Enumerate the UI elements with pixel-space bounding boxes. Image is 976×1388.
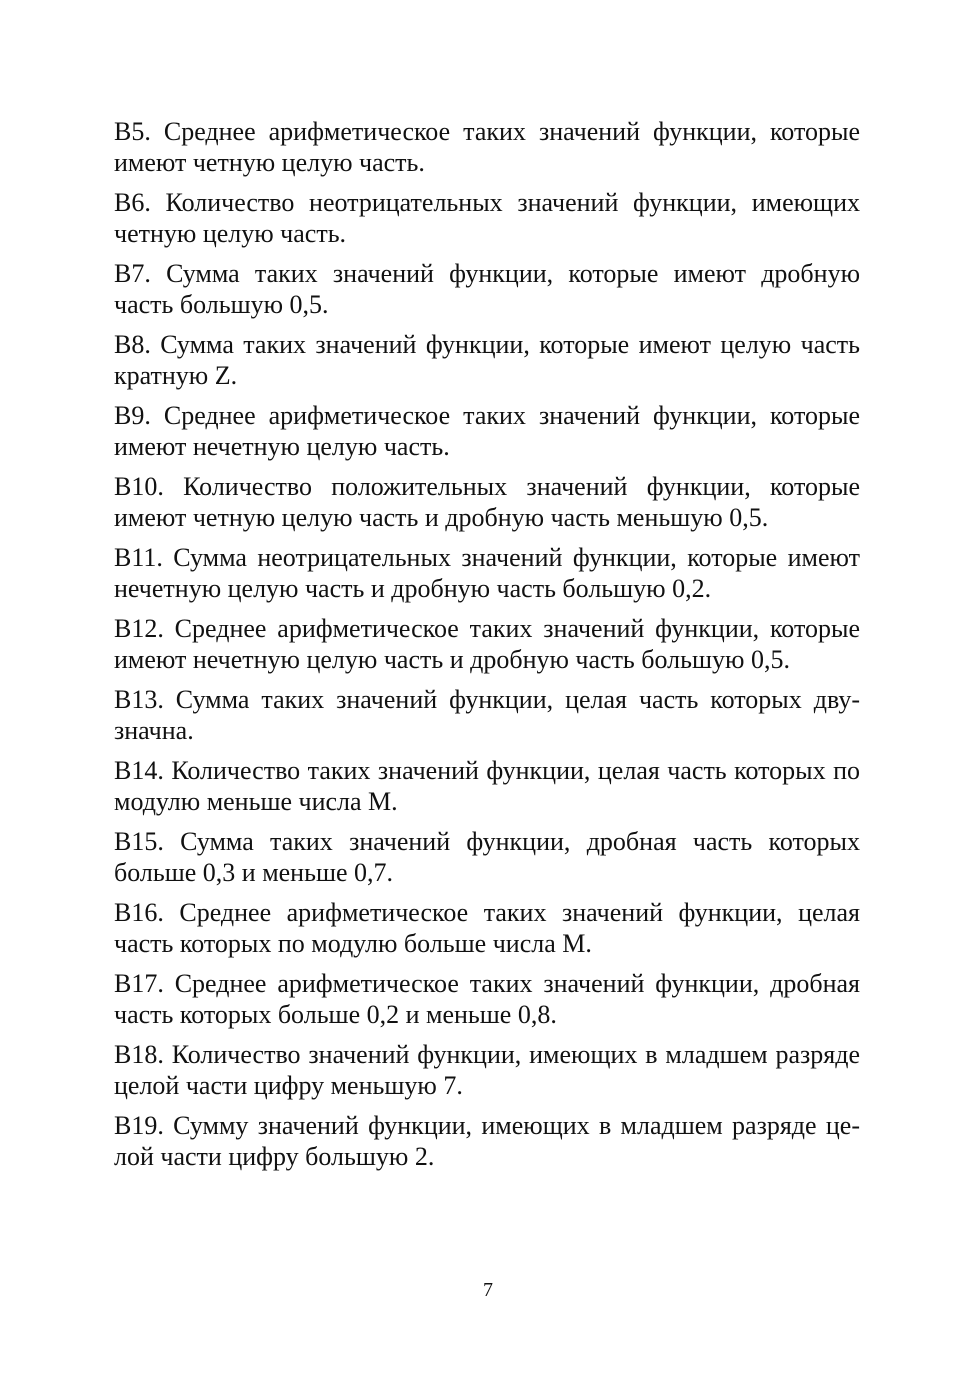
task-variant-b17: В17. Среднее арифметическое таких значений функции, дробная часть которых больше 0,2 и меньше 0,8. <box>114 969 860 1029</box>
task-variant-b6: В6. Количество неотрицательных значений функции, имеющих четную целую часть. <box>114 188 860 248</box>
task-variant-b13: В13. Сумма таких значений функции, целая часть которых дву-значна. <box>114 685 860 745</box>
task-variant-b18: В18. Количество значений функции, имеющих в младшем разряде целой части цифру меньшую 7. <box>114 1040 860 1100</box>
document-body <box>114 117 860 1182</box>
page-number: 7 <box>483 1279 493 1301</box>
task-variant-b5: В5. Среднее арифметическое таких значений функции, которые имеют четную целую часть. <box>114 117 860 177</box>
task-variant-b7: В7. Сумма таких значений функции, которые имеют дробную часть большую 0,5. <box>114 259 860 319</box>
task-variant-b16: В16. Среднее арифметическое таких значений функции, целая часть которых по модулю больше числа M. <box>114 898 860 958</box>
task-variant-b9: В9. Среднее арифметическое таких значений функции, которые имеют нечетную целую часть. <box>114 401 860 461</box>
task-variant-b19: В19. Сумму значений функции, имеющих в младшем разряде це-лой части цифру большую 2. <box>114 1111 860 1171</box>
task-variant-b14: В14. Количество таких значений функции, целая часть которых по модулю меньше числа M. <box>114 756 860 816</box>
task-variant-b10: В10. Количество положительных значений функции, которые имеют четную целую часть и дробную часть меньшую 0,5. <box>114 472 860 532</box>
task-variant-b12: В12. Среднее арифметическое таких значений функции, которые имеют нечетную целую часть и дробную часть большую 0,5. <box>114 614 860 674</box>
task-variant-b11: В11. Сумма неотрицательных значений функции, которые имеют нечетную целую часть и дробную часть большую 0,2. <box>114 543 860 603</box>
task-variant-b8: В8. Сумма таких значений функции, которые имеют целую часть кратную Z. <box>114 330 860 390</box>
task-variant-b15: В15. Сумма таких значений функции, дробная часть которых больше 0,3 и меньше 0,7. <box>114 827 860 887</box>
